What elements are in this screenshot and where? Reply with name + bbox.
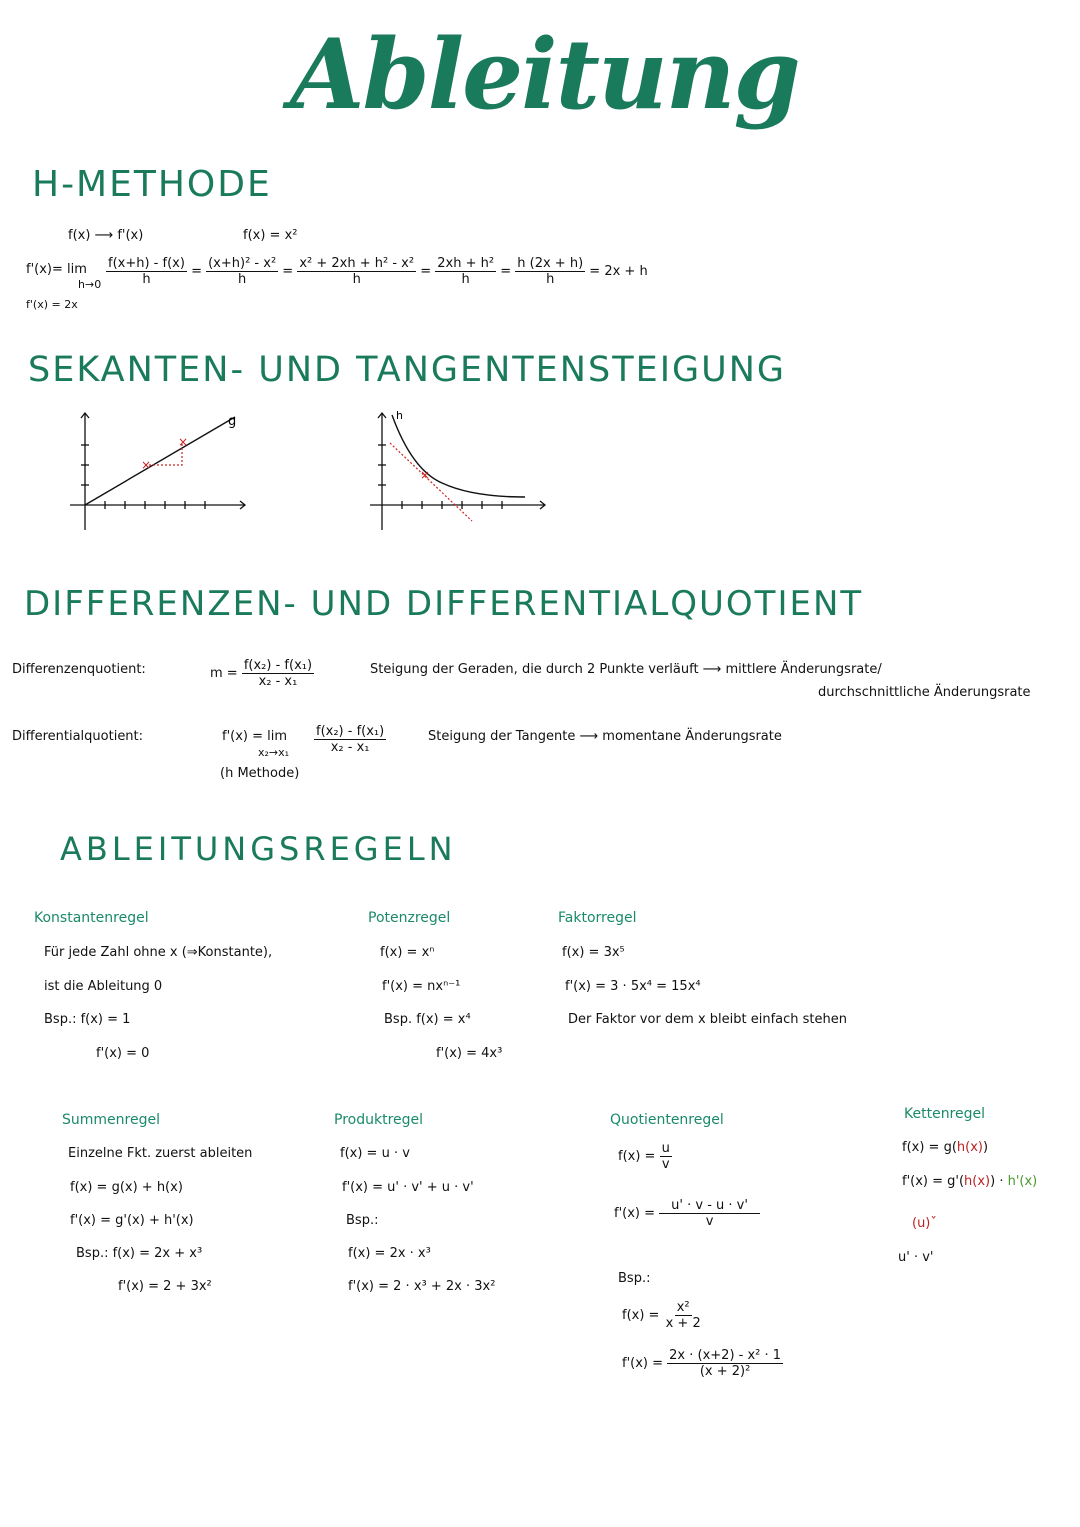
secant-g-label: g [228,414,237,429]
potenz-l2: f'(x) = nxⁿ⁻¹ [382,979,461,994]
section-differenzen: DIFFERENZEN- UND DIFFERENTIALQUOTIENT [24,584,864,624]
hmethode-num1: f(x+h) - f(x) [108,256,185,271]
konstanten-l2: ist die Ableitung 0 [44,979,163,994]
eq1: = [191,264,202,279]
dq-text: Steigung der Tangente ⟶ momentane Änderungsrate [428,729,782,744]
hmethode-lim-sub: h→0 [78,278,102,291]
quotient-l4: f(x) = [622,1308,660,1323]
dq-den: x₂ - x₁ [330,740,370,755]
eq3: = [420,264,432,279]
produkt-title: Produktregel [334,1112,424,1128]
quotient-l4-num: x² [676,1300,690,1315]
hmethode-den5: h [546,272,555,287]
tangent-point: × [420,468,431,482]
secant-point-2: × [178,435,189,449]
produkt-l2: f'(x) = u' · v' + u · v' [342,1180,474,1195]
konstanten-l1: Für jede Zahl ohne x (⇒Konstante), [44,945,273,960]
ketten-l2a: f'(x) = g'( [902,1174,965,1189]
hmethode-den2: h [238,272,247,287]
tangent-curve [392,415,525,497]
quotient-l2-den: v [705,1214,714,1229]
quotient-l3: Bsp.: [618,1271,651,1286]
faktor-l3: Der Faktor vor dem x bleibt einfach stehen [568,1012,847,1027]
diff-text2: durchschnittliche Änderungsrate [818,685,1031,700]
potenz-title: Potenzregel [368,910,451,926]
summen-l4: Bsp.: f(x) = 2x + x³ [76,1246,203,1261]
dq-label: Differentialquotient: [12,729,144,744]
quotient-l2: f'(x) = [614,1206,656,1221]
eq4: = [500,264,512,279]
section-regeln: ABLEITUNGSREGELN [60,830,457,868]
faktor-title: Faktorregel [558,910,637,926]
ketten-title: Kettenregel [904,1106,986,1122]
dq-num: f(x₂) - f(x₁) [316,724,385,739]
secant-line [85,417,235,505]
diff-text: Steigung der Geraden, die durch 2 Punkte verläuft ⟶ mittlere Änderungsrate/ [370,662,882,677]
diff-label: Differenzenquotient: [12,662,146,677]
quotient-l4-den: x + 2 [665,1316,701,1331]
potenz-l3: Bsp. f(x) = x⁴ [384,1012,471,1027]
dq-lhs: f'(x) = lim [222,729,288,744]
hmethode-def: f'(x)= lim [26,262,87,277]
quotient-l5-num: 2x · (x+2) - x² · 1 [669,1348,782,1363]
ketten-l1a: f(x) = g( [902,1140,957,1155]
quotient-l5: f'(x) = [622,1356,664,1371]
ketten-l2d: h'(x) [1007,1174,1038,1189]
summen-l1: Einzelne Fkt. zuerst ableiten [68,1146,253,1161]
ketten-l1c: ) [982,1140,989,1155]
hmethode-num5: h (2x + h) [517,256,584,271]
dq-sub: x₂→x₁ [258,746,290,759]
ketten-l2c: ) · [990,1174,1008,1189]
quotient-l5-den: (x + 2)² [699,1364,751,1379]
hmethode-result: = 2x + h [589,264,648,279]
hmethode-example: f(x) = x² [243,228,298,243]
tangent-graph [360,405,555,540]
quotient-l1-den: v [661,1157,670,1172]
dq-note: (h Methode) [220,766,300,781]
hmethode-num4: 2xh + h² [437,256,495,271]
konstanten-title: Konstantenregel [34,910,149,926]
konstanten-l4: f'(x) = 0 [96,1046,150,1061]
diff-den: x₂ - x₁ [258,674,298,689]
ketten-l3: (u)ˇ [912,1216,937,1231]
quotient-l1-num: u [661,1141,670,1156]
summen-title: Summenregel [62,1112,160,1128]
eq2: = [282,264,294,279]
produkt-l5: f'(x) = 2 · x³ + 2x · 3x² [348,1279,496,1294]
tangent-h-label: h [396,409,403,422]
hmethode-arrow: f(x) ⟶ f'(x) [68,228,144,243]
summen-l5: f'(x) = 2 + 3x² [118,1279,212,1294]
produkt-l3: Bsp.: [346,1213,379,1228]
produkt-l1: f(x) = u · v [340,1146,410,1161]
konstanten-l3: Bsp.: f(x) = 1 [44,1012,131,1027]
ketten-l4: u' · v' [898,1250,934,1265]
ketten-l1b: h(x) [956,1140,983,1155]
summen-l2: f(x) = g(x) + h(x) [70,1180,183,1195]
tangent-axes [370,413,545,530]
section-sekanten: SEKANTEN- UND TANGENTENSTEIGUNG [28,350,787,390]
secant-graph [60,405,250,540]
hmethode-den3: h [352,272,361,287]
faktor-l1: f(x) = 3x⁵ [562,945,625,960]
potenz-l1: f(x) = xⁿ [380,945,435,960]
potenz-l4: f'(x) = 4x³ [436,1046,503,1061]
hmethode-den4: h [461,272,470,287]
summen-l3: f'(x) = g'(x) + h'(x) [70,1213,194,1228]
quotient-l2-num: u' · v - u · v' [659,1198,760,1214]
hmethode-final: f'(x) = 2x [26,298,78,311]
section-h-methode: H-METHODE [32,164,272,205]
quotient-title: Quotientenregel [610,1112,724,1128]
diff-num: f(x₂) - f(x₁) [243,658,313,673]
ketten-l2b: h(x) [964,1174,991,1189]
secant-axes [70,413,245,530]
diff-m: m = [210,666,238,681]
hmethode-num2: (x+h)² - x² [208,256,277,271]
secant-point-1: × [141,458,152,472]
faktor-l2: f'(x) = 3 · 5x⁴ = 15x⁴ [565,979,701,994]
hmethode-den1: h [142,272,151,287]
page-title: Ableitung [290,18,799,131]
tangent-line [390,443,472,521]
produkt-l4: f(x) = 2x · x³ [348,1246,431,1261]
quotient-l1: f(x) = [618,1149,656,1164]
hmethode-num3: x² + 2xh + h² - x² [299,256,415,271]
